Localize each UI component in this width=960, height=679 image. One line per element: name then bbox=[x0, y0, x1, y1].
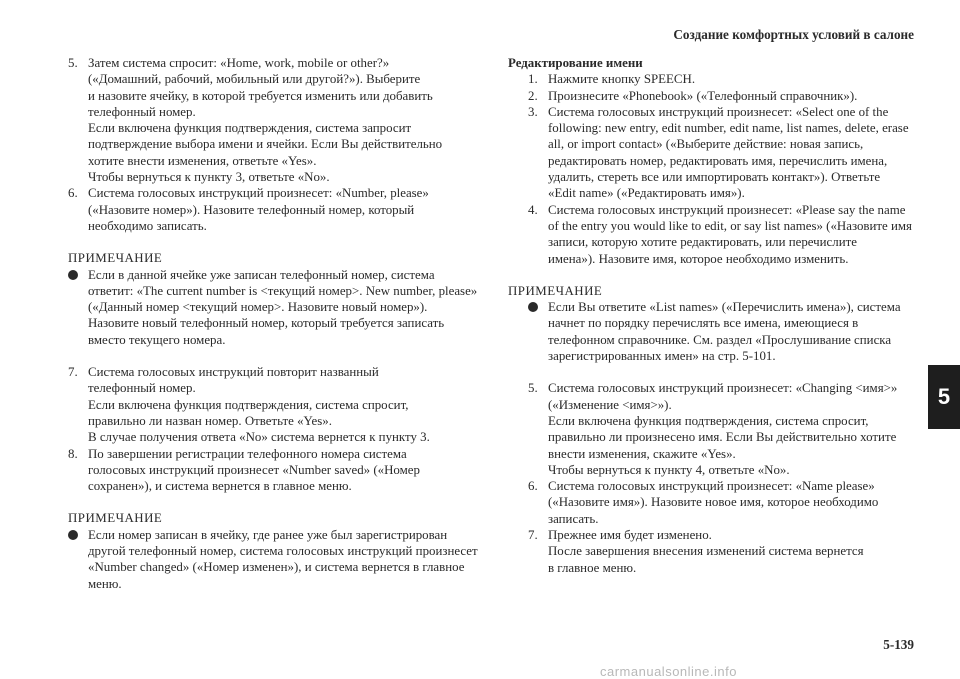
note-heading: ПРИМЕЧАНИЕ bbox=[68, 251, 163, 266]
text-line: записи, которую хотите редактировать, или перечислите bbox=[548, 235, 857, 250]
step-number: 6. bbox=[68, 186, 78, 201]
step-5 bbox=[528, 380, 918, 478]
text-line: Система голосовых инструкций произнесет: «Please say the name bbox=[548, 202, 906, 217]
bullet-dot-icon bbox=[68, 270, 78, 280]
step-number: 2. bbox=[528, 88, 538, 103]
right-column bbox=[508, 55, 918, 576]
step-2 bbox=[528, 88, 918, 104]
text-line: Затем система спросит: «Home, work, mobile or other?» bbox=[88, 56, 390, 70]
page-number: 5-139 bbox=[883, 637, 914, 652]
text-line: Чтобы вернуться к пункту 3, ответьте «No». bbox=[88, 170, 330, 185]
text-line: Прежнее имя будет изменено. bbox=[548, 528, 712, 543]
step-4 bbox=[528, 202, 918, 267]
step-number: 7. bbox=[68, 365, 78, 380]
text-line: «Edit name» («Редактировать имя»). bbox=[548, 186, 745, 201]
text-line: сохранен»), и система вернется в главное меню. bbox=[88, 479, 352, 494]
step-8 bbox=[68, 446, 478, 495]
text-line: телефонный номер. bbox=[88, 381, 196, 396]
text-line: В случае получения ответа «No» система вернется к пункту 3. bbox=[88, 430, 430, 445]
step-number: 3. bbox=[528, 104, 538, 119]
text-line: требуется записать вместо текущего номера. bbox=[88, 316, 445, 347]
text-line: в телефонном справочнике. См. раздел «Прослушивание списка bbox=[548, 316, 892, 347]
text-line: Система голосовых инструкций произнесет: «Select one of the bbox=[548, 104, 889, 119]
text-line: («Назовите номер»). Назовите телефонный номер, который bbox=[88, 202, 415, 217]
text-line: ответит: «The current number is <текущий номер>. New number, bbox=[88, 283, 436, 298]
step-number: 6. bbox=[528, 479, 538, 494]
text-line: начнет по порядку перечислять все имена, имеющиеся bbox=[548, 316, 849, 331]
note-bullet bbox=[508, 299, 918, 364]
note-heading: ПРИМЕЧАНИЕ bbox=[508, 283, 603, 298]
text-line: of the entry you would like to edit, or say list names» («Назовите имя bbox=[548, 218, 912, 233]
text-line: Если Вы ответите «List names» («Перечислить имена»), система bbox=[548, 300, 901, 315]
text-line: подтверждение выбора имени и ячейки. Если Вы действительно bbox=[88, 137, 443, 152]
text-line: Если включена функция подтверждения, система спросит, bbox=[548, 413, 869, 428]
text-line: и система вернется в главное меню. bbox=[88, 560, 465, 591]
chapter-tab: 5 bbox=[928, 365, 960, 429]
text-line: в главное меню. bbox=[548, 560, 637, 575]
text-line: необходимо записать. bbox=[88, 218, 207, 233]
text-line: Чтобы вернуться к пункту 4, ответьте «No». bbox=[548, 462, 790, 477]
step-number: 5. bbox=[528, 381, 538, 396]
text-line: Произнесите «Phonebook» («Телефонный справочник»). bbox=[548, 88, 858, 103]
text-line: правильно ли произнесено имя. Если Вы действительно хотите bbox=[548, 430, 897, 445]
step-6 bbox=[68, 185, 478, 234]
text-line: телефонный номер. bbox=[88, 104, 196, 119]
step-3 bbox=[528, 104, 918, 202]
text-line: following: new entry, edit number, edit name, list names, delete, erase bbox=[548, 121, 909, 136]
text-line: инструкций произнесет «Number changed» («Номер изменен»), bbox=[88, 544, 478, 575]
step-1 bbox=[528, 71, 918, 87]
step-6 bbox=[528, 478, 918, 527]
text-line: Нажмите кнопку SPEECH. bbox=[548, 72, 696, 87]
left-column bbox=[68, 55, 478, 592]
text-line: («Домашний, рабочий, мобильный или другой?»). Выберите bbox=[88, 72, 421, 87]
text-line: записать. bbox=[548, 511, 599, 526]
text-line: Система голосовых инструкций повторит названный bbox=[88, 365, 379, 380]
text-line: Если включена функция подтверждения, система запросит bbox=[88, 121, 412, 136]
note-bullet bbox=[68, 527, 478, 592]
text-line: зарегистрированных имен» на стр. 5-101. bbox=[548, 349, 776, 364]
step-7 bbox=[528, 527, 918, 576]
text-line: («Изменение <имя>»). bbox=[548, 397, 672, 412]
text-line: Если в данной ячейке уже записан телефонный номер, система bbox=[88, 267, 435, 282]
text-line: редактировать номер, редактировать имя, перечислить имена, bbox=[548, 153, 888, 168]
text-line: удалить, стереть все или импортировать контакт»). Ответьте bbox=[548, 170, 881, 185]
text-line: внести изменения, скажите «Yes». bbox=[548, 446, 736, 461]
text-line: По завершении регистрации телефонного номера система bbox=[88, 446, 407, 461]
text-line: all, or import contact» («Выберите действие: новая запись, bbox=[548, 137, 864, 152]
step-number: 5. bbox=[68, 56, 78, 70]
text-line: («Назовите имя»). Назовите новое имя, которое необходимо bbox=[548, 495, 879, 510]
note-heading: ПРИМЕЧАНИЕ bbox=[68, 511, 163, 526]
note-bullet bbox=[68, 267, 478, 348]
text-line: Если включена функция подтверждения, система спросит, bbox=[88, 397, 409, 412]
running-header: Создание комфортных условий в салоне bbox=[673, 27, 914, 42]
text-line: Система голосовых инструкций произнесет: «Name please» bbox=[548, 479, 875, 494]
step-number: 4. bbox=[528, 202, 538, 217]
text-line: please» («Данный номер <текущий номер>. Назовите новый bbox=[88, 283, 478, 315]
text-line: зарегистрирован другой телефонный номер, система голосовых bbox=[88, 527, 448, 559]
text-line: Если номер записан в ячейку, где ранее уже был bbox=[88, 527, 353, 542]
step-number: 1. bbox=[528, 72, 538, 87]
text-line: имена»). Назовите имя, которое необходимо изменить. bbox=[548, 251, 849, 266]
text-line: номер»). Назовите новый телефонный номер, который bbox=[88, 300, 428, 331]
step-5 bbox=[68, 55, 478, 185]
step-7 bbox=[68, 364, 478, 445]
step-number: 8. bbox=[68, 446, 78, 461]
text-line: голосовых инструкций произнесет «Number saved» («Номер bbox=[88, 462, 420, 477]
section-title: Редактирование имени bbox=[508, 56, 643, 70]
text-line: хотите внести изменения, ответьте «Yes». bbox=[88, 153, 317, 168]
text-line: После завершения внесения изменений система вернется bbox=[548, 544, 864, 559]
step-number: 7. bbox=[528, 528, 538, 543]
text-line: правильно ли назван номер. Ответьте «Yes». bbox=[88, 413, 332, 428]
bullet-dot-icon bbox=[68, 530, 78, 540]
watermark: carmanualsonline.info bbox=[600, 664, 737, 679]
text-line: Система голосовых инструкций произнесет: «Number, please» bbox=[88, 186, 429, 201]
text-line: Система голосовых инструкций произнесет: «Changing <имя>» bbox=[548, 381, 898, 396]
text-line: и назовите ячейку, в которой требуется изменить или добавить bbox=[88, 88, 433, 103]
